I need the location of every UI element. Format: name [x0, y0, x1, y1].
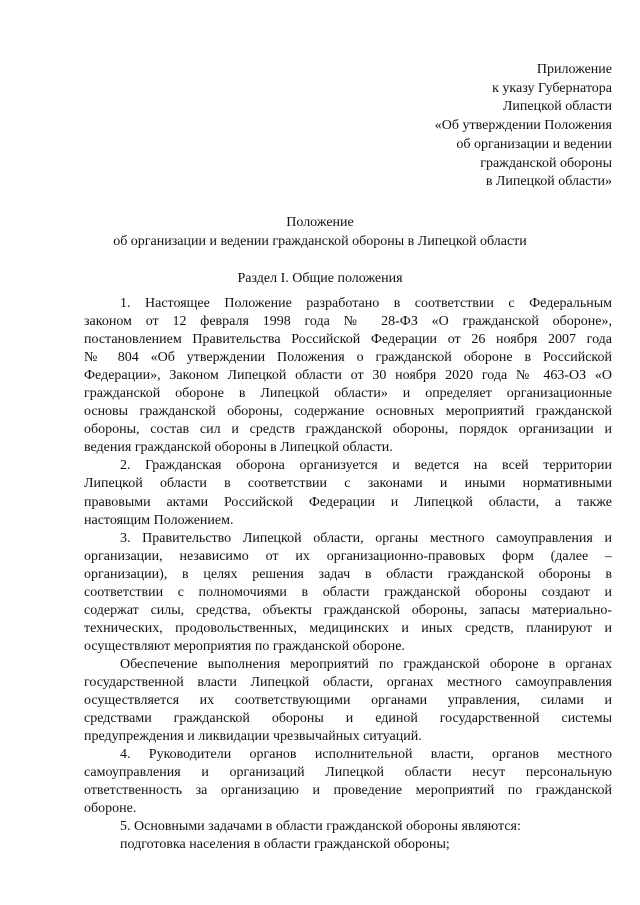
text-line: 5. Основными задачами в области гражданской обороны являются:: [120, 819, 521, 835]
text-line: обороны, состав сил и средств гражданской обороны, порядок организации и: [84, 422, 612, 438]
text-line: гражданской обороне в Липецкой области» и определяет организационные: [84, 386, 612, 402]
text-line: ведения гражданской обороны в Липецкой области.: [84, 440, 393, 456]
text-line: организации, независимо от их организационно-правовых форм (далее –: [84, 548, 612, 564]
text-line: государственной власти Липецкой области, органах местного самоуправления: [84, 674, 612, 690]
text-line: Обеспечение выполнения мероприятий по гражданской обороне в органах: [120, 656, 612, 672]
document-body: [84, 295, 612, 854]
text-line: осуществляют мероприятия по гражданской обороне.: [84, 638, 405, 654]
text-line: 1. Настоящее Положение разработано в соответствии с Федеральным: [120, 296, 612, 311]
text-line: организации), в целях решения задач в области гражданской обороны в: [84, 566, 612, 582]
text-line: Липецкой области в соответствии с законами и иными нормативными: [84, 476, 612, 492]
paragraph-5-item: [84, 836, 612, 854]
text-line: обороне.: [84, 801, 137, 817]
text-line: Федерации», Законом Липецкой области от 30 ноября 2020 года № 463-ОЗ «О: [84, 368, 612, 384]
appendix-block: [435, 61, 612, 192]
paragraph-2: [84, 457, 612, 529]
document-subtitle: об организации и ведении гражданской обороны в Липецкой области: [113, 234, 527, 249]
text-line: постановлением Правительства Российской Федерации от 26 ноября 2007 года: [84, 332, 612, 348]
paragraph-4: [84, 746, 612, 818]
text-line: 2. Гражданская оборона организуется и ведется на всей территории: [120, 458, 612, 474]
paragraph-1: [84, 295, 612, 457]
text-line: основы гражданской обороны, содержание основных мероприятий гражданской: [84, 404, 612, 420]
text-line: 3. Правительство Липецкой области, органы местного самоуправления и: [120, 530, 612, 546]
text-line: самоуправления и организаций Липецкой области несут персональную: [84, 765, 612, 781]
text-line: предупреждения и ликвидации чрезвычайных ситуаций.: [84, 729, 422, 745]
text-line: 4. Руководители органов исполнительной власти, органов местного: [120, 747, 612, 763]
appendix-line: Приложение: [536, 62, 612, 77]
paragraph-5: [84, 818, 612, 836]
text-line: настоящим Положением.: [84, 512, 234, 528]
appendix-line: гражданской обороны: [480, 155, 612, 171]
paragraph-3: [84, 530, 612, 656]
text-line: технических, продовольственных, медицинских и иных средств, планируют и: [84, 620, 612, 636]
text-line: подготовка населения в области гражданской обороны;: [120, 837, 450, 853]
paragraph-3-continued: [84, 656, 612, 746]
appendix-line: Липецкой области: [502, 99, 612, 115]
appendix-line: в Липецкой области»: [485, 174, 612, 190]
section-heading: Раздел I. Общие положения: [237, 271, 403, 286]
text-line: содержат силы, средства, объекты гражданской обороны, запасы материально-: [84, 602, 612, 618]
appendix-line: «Об утверждении Положения: [434, 118, 612, 134]
text-line: правовыми актами Российской Федерации и Липецкой области, а также: [84, 494, 612, 510]
text-line: соответствии с полномочиями в области гражданской обороны создают и: [84, 584, 612, 600]
appendix-line: к указу Губернатора: [492, 80, 612, 96]
text-line: осуществляется их соответствующими органами управления, силами и: [84, 693, 612, 709]
text-line: № 804 «Об утверждении Положения о гражданской обороне в Российской: [84, 350, 612, 366]
text-line: ответственность за организацию и проведение мероприятий по гражданской: [84, 783, 612, 799]
text-line: средствами гражданской обороны и единой государственной системы: [84, 711, 612, 727]
text-line: законом от 12 февраля 1998 года № 28-ФЗ «О гражданской обороне»,: [84, 314, 612, 330]
appendix-line: об организации и ведении: [456, 136, 612, 152]
document-title: Положение: [286, 215, 354, 230]
